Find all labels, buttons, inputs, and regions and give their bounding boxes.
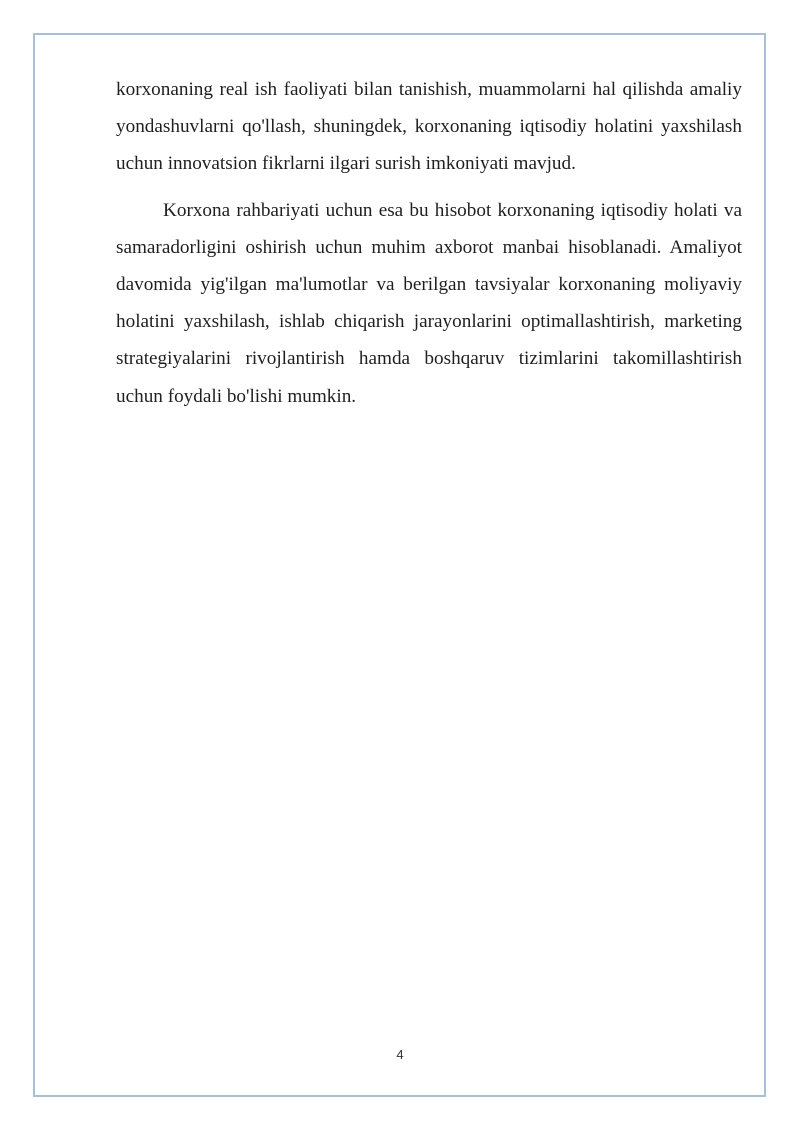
paragraph-2: Korxona rahbariyati uchun esa bu hisobot korxonaning iqtisodiy holati va samaradorligini oshirish uchun muhim axborot manbai hisoblanadi. Amaliyot davomida yig'ilgan ma'lumotlar va berilgan tavsiyalar korxonaning moliyaviy holatini yaxshilash, ishlab chiqarish jarayonlarini optimallashtirish, marketing strategiyalarini rivojlantirish hamda boshqaruv tizimlarini takomillashtirish uchun foydali bo'lishi mumkin.	[116, 199, 742, 407]
page-number: 4	[396, 1047, 404, 1062]
paragraph-1: korxonaning real ish faoliyati bilan tanishish, muammolarni hal qilishda amaliy yondashuvlarni qo'llash, shuningdek, korxonaning iqtisodiy holatini yaxshilash uchun innovatsion fikrlarni ilgari surish imkoniyati mavjud.	[116, 79, 742, 175]
document-body	[116, 71, 742, 415]
